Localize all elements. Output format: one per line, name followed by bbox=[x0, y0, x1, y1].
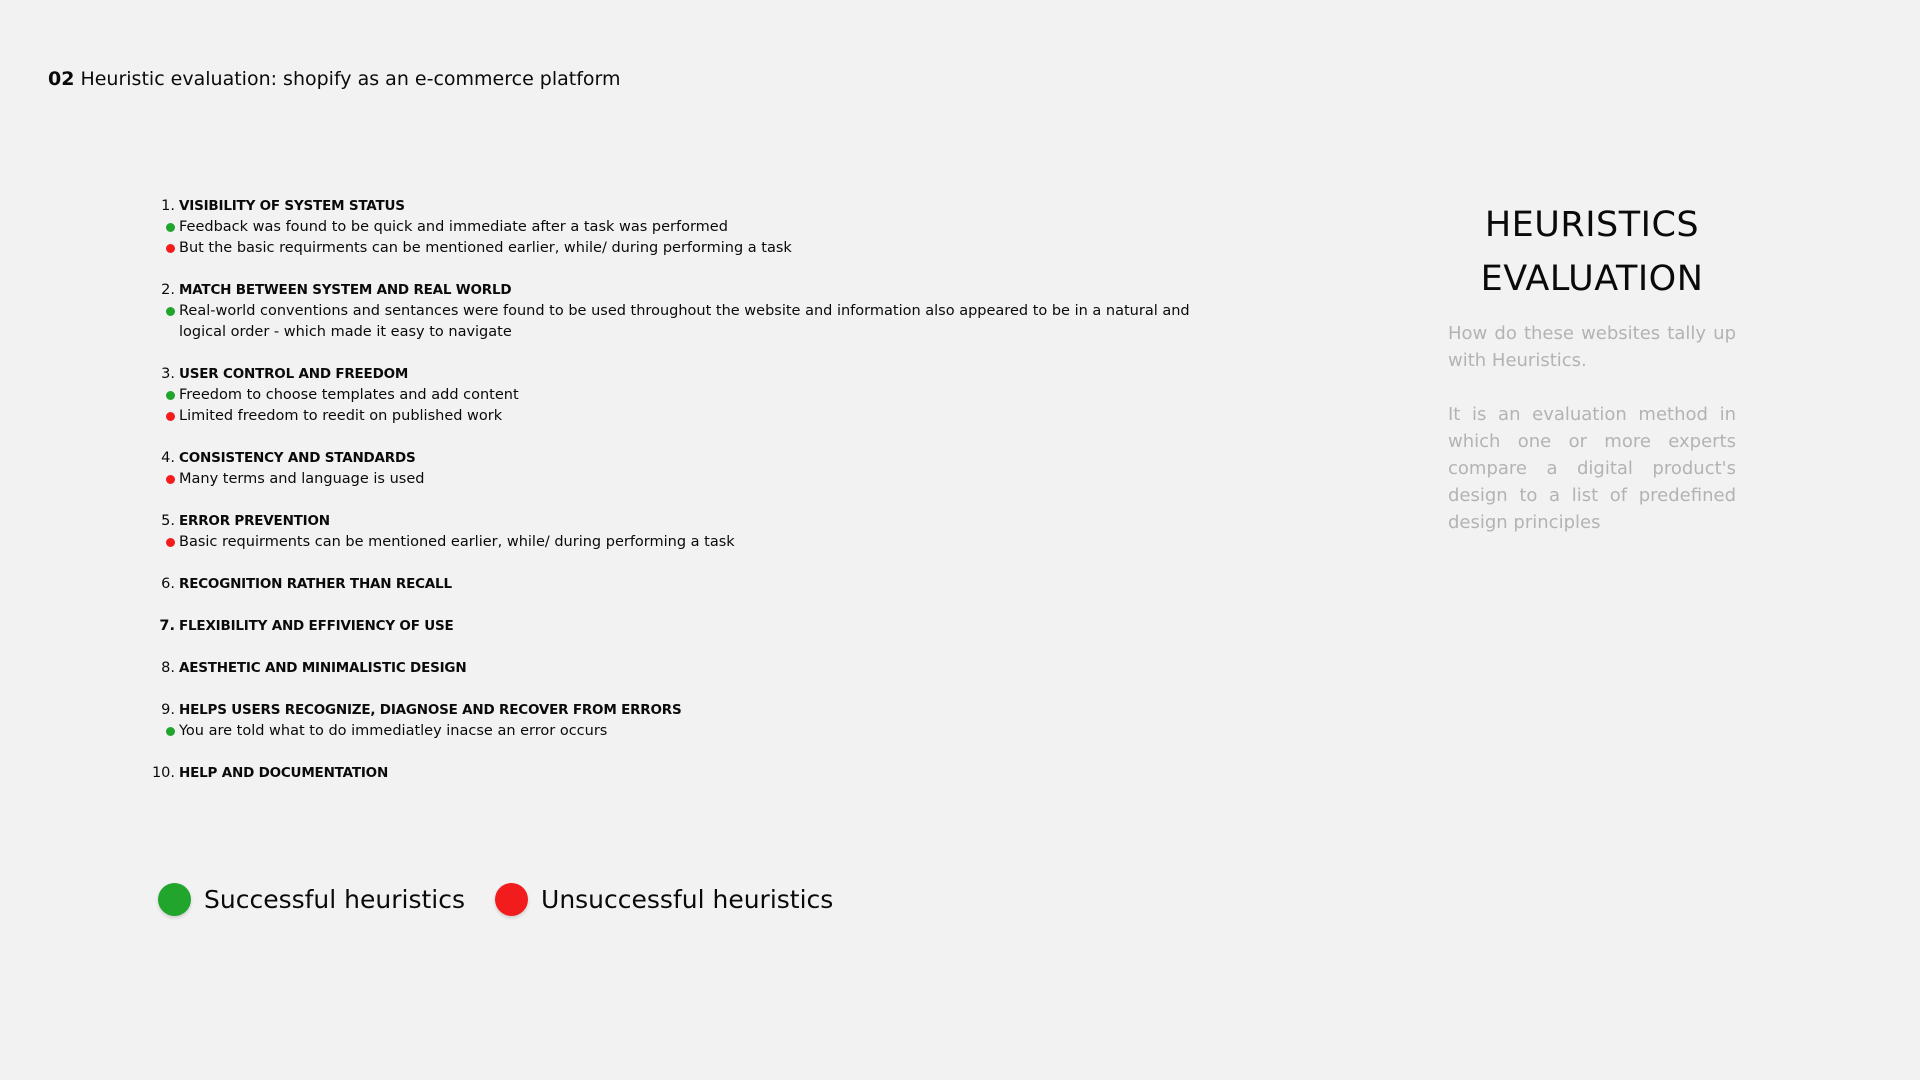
heuristic-number: 9. bbox=[161, 702, 175, 718]
legend-item-success bbox=[158, 883, 465, 916]
dot-wrapper bbox=[150, 406, 179, 427]
heuristic-item bbox=[150, 700, 1230, 742]
heuristic-label: VISIBILITY OF SYSTEM STATUS bbox=[179, 198, 405, 214]
finding-success bbox=[150, 721, 1230, 742]
finding-text: Feedback was found to be quick and immediate after a task was performed bbox=[179, 219, 728, 235]
heuristic-number: 4. bbox=[161, 450, 175, 466]
heuristic-label: USER CONTROL AND FREEDOM bbox=[179, 366, 409, 382]
finding-fail bbox=[150, 406, 1230, 427]
heuristic-number: 7. bbox=[159, 618, 175, 634]
finding-success bbox=[150, 301, 1230, 343]
heuristic-label: RECOGNITION RATHER THAN RECALL bbox=[179, 576, 452, 592]
success-dot-icon bbox=[158, 883, 191, 916]
heuristic-item bbox=[150, 280, 1230, 343]
heuristic-number: 8. bbox=[161, 660, 175, 676]
heuristic-label: MATCH BETWEEN SYSTEM AND REAL WORLD bbox=[179, 282, 512, 298]
heuristic-title bbox=[150, 280, 1230, 301]
dot-wrapper bbox=[150, 469, 179, 490]
fail-dot-icon bbox=[495, 883, 528, 916]
side-title-line2: EVALUATION bbox=[1480, 259, 1704, 299]
heuristic-item bbox=[150, 196, 1230, 259]
dot-wrapper bbox=[150, 385, 179, 406]
finding-success bbox=[150, 385, 1230, 406]
heuristic-item bbox=[150, 763, 1230, 784]
legend-item-fail bbox=[495, 883, 833, 916]
heuristic-item bbox=[150, 616, 1230, 637]
page-title: Heuristic evaluation: shopify as an e-commerce platform bbox=[80, 68, 621, 90]
side-intro: How do these websites tally up with Heuristics. bbox=[1448, 323, 1736, 371]
heuristic-label: CONSISTENCY AND STANDARDS bbox=[179, 450, 416, 466]
fail-dot-icon bbox=[166, 412, 175, 421]
heuristic-item bbox=[150, 574, 1230, 595]
heuristic-item bbox=[150, 511, 1230, 553]
finding-text: Limited freedom to reedit on published work bbox=[179, 408, 503, 424]
finding-fail bbox=[150, 238, 1230, 259]
heuristic-title bbox=[150, 511, 1230, 532]
success-dot-icon bbox=[166, 391, 175, 400]
heuristic-label: ERROR PREVENTION bbox=[179, 513, 330, 529]
section-number: 02 bbox=[48, 68, 75, 90]
heuristic-item bbox=[150, 658, 1230, 679]
heuristic-label: FLEXIBILITY AND EFFIVIENCY OF USE bbox=[179, 618, 454, 634]
heuristic-title bbox=[150, 763, 1230, 784]
dot-wrapper bbox=[150, 532, 179, 553]
finding-text: But the basic requirments can be mentioned earlier, while/ during performing a task bbox=[179, 240, 792, 256]
heuristic-item bbox=[150, 448, 1230, 490]
fail-dot-icon bbox=[166, 244, 175, 253]
dot-wrapper bbox=[150, 301, 179, 322]
dot-wrapper bbox=[150, 721, 179, 742]
success-dot-icon bbox=[166, 223, 175, 232]
heuristics-list bbox=[150, 196, 1230, 805]
finding-success bbox=[150, 217, 1230, 238]
success-dot-icon bbox=[166, 307, 175, 316]
heuristic-number: 5. bbox=[161, 513, 175, 529]
dot-wrapper bbox=[150, 217, 179, 238]
finding-fail bbox=[150, 469, 1230, 490]
heuristic-title bbox=[150, 700, 1230, 721]
heuristic-title bbox=[150, 574, 1230, 595]
heuristic-number: 2. bbox=[161, 282, 175, 298]
heuristic-label: HELPS USERS RECOGNIZE, DIAGNOSE AND RECOVER FROM ERRORS bbox=[179, 702, 682, 718]
side-description: It is an evaluation method in which one or more experts compare a digital product's design to a list of predefined design principles bbox=[1448, 404, 1736, 533]
legend-label-success: Successful heuristics bbox=[204, 885, 466, 914]
legend-label-fail: Unsuccessful heuristics bbox=[541, 885, 834, 914]
heuristic-number: 10. bbox=[151, 765, 175, 781]
heuristic-title bbox=[150, 364, 1230, 385]
page-header bbox=[48, 66, 621, 92]
heuristic-item bbox=[150, 364, 1230, 427]
heuristic-number: 1. bbox=[161, 198, 175, 214]
fail-dot-icon bbox=[166, 538, 175, 547]
heuristic-number: 3. bbox=[161, 366, 175, 382]
heuristic-title bbox=[150, 448, 1230, 469]
finding-text: Freedom to choose templates and add content bbox=[179, 387, 519, 403]
finding-text: Basic requirments can be mentioned earlier, while/ during performing a task bbox=[179, 534, 735, 550]
finding-text: Real-world conventions and sentances were found to be used throughout the website and information also appeared to be in a natural and logical order - which made it easy to navigate bbox=[179, 303, 1190, 340]
fail-dot-icon bbox=[166, 475, 175, 484]
finding-text: You are told what to do immediatley inacse an error occurs bbox=[179, 723, 608, 739]
dot-wrapper bbox=[150, 238, 179, 259]
legend bbox=[158, 883, 863, 916]
success-dot-icon bbox=[166, 727, 175, 736]
heuristic-label: HELP AND DOCUMENTATION bbox=[179, 765, 389, 781]
finding-text: Many terms and language is used bbox=[179, 471, 425, 487]
heuristic-title bbox=[150, 616, 1230, 637]
side-title-line1: HEURISTICS bbox=[1484, 205, 1700, 245]
heuristic-title bbox=[150, 196, 1230, 217]
side-panel bbox=[1448, 198, 1736, 563]
heuristic-label: AESTHETIC AND MINIMALISTIC DESIGN bbox=[179, 660, 467, 676]
finding-fail bbox=[150, 532, 1230, 553]
side-title bbox=[1448, 198, 1736, 306]
heuristic-number: 6. bbox=[161, 576, 175, 592]
heuristic-title bbox=[150, 658, 1230, 679]
